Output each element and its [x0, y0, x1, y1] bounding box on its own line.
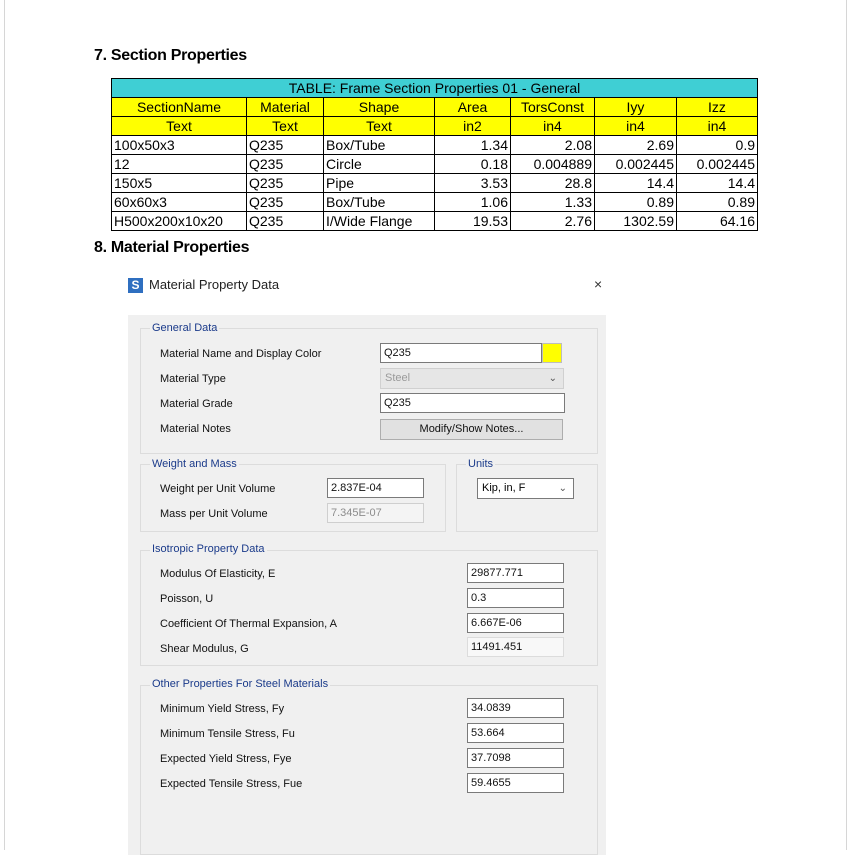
thermal-expansion-input[interactable]: 6.667E-06	[467, 613, 564, 633]
display-color-swatch[interactable]	[542, 343, 562, 363]
table-cell: Q235	[247, 174, 324, 193]
column-unit: Text	[112, 117, 247, 136]
poisson-input[interactable]: 0.3	[467, 588, 564, 608]
table-cell: 2.69	[595, 136, 677, 155]
table-cell: 64.16	[677, 212, 758, 231]
close-icon[interactable]: ×	[594, 276, 603, 292]
table-cell: 1.33	[511, 193, 595, 212]
mass-label: Mass per Unit Volume	[160, 508, 268, 520]
table-title: TABLE: Frame Section Properties 01 - General	[112, 79, 758, 98]
table-cell: Q235	[247, 193, 324, 212]
table-cell: 28.8	[511, 174, 595, 193]
column-header: TorsConst	[511, 98, 595, 117]
material-type-label: Material Type	[160, 373, 226, 385]
chevron-down-icon: ⌄	[558, 483, 567, 494]
column-unit: Text	[247, 117, 324, 136]
table-cell: 12	[112, 155, 247, 174]
table-row	[112, 155, 758, 174]
material-name-label: Material Name and Display Color	[160, 348, 322, 360]
chevron-down-icon: ⌄	[548, 373, 557, 384]
table-cell: Q235	[247, 155, 324, 174]
material-notes-label: Material Notes	[160, 423, 231, 435]
expected-tensile-label: Expected Tensile Stress, Fue	[160, 778, 303, 790]
expected-tensile-input[interactable]: 59.4655	[467, 773, 564, 793]
table-cell: 150x5	[112, 174, 247, 193]
thermal-expansion-label: Coefficient Of Thermal Expansion, A	[160, 618, 337, 630]
isotropic-data-title: Isotropic Property Data	[152, 543, 265, 555]
min-yield-label: Minimum Yield Stress, Fy	[160, 703, 285, 715]
column-header: Izz	[677, 98, 758, 117]
column-header: SectionName	[112, 98, 247, 117]
dialog-title: Material Property Data	[149, 277, 280, 292]
material-grade-input[interactable]: Q235	[380, 393, 565, 413]
table-cell: Circle	[324, 155, 435, 174]
steel-properties-title: Other Properties For Steel Materials	[152, 678, 329, 690]
table-cell: 1.06	[435, 193, 511, 212]
table-cell: 0.004889	[511, 155, 595, 174]
mass-input: 7.345E-07	[327, 503, 424, 523]
dialog-body	[128, 315, 606, 855]
min-tensile-input[interactable]: 53.664	[467, 723, 564, 743]
table-row	[112, 193, 758, 212]
material-properties-heading: 8. Material Properties	[94, 239, 250, 256]
column-unit: in4	[677, 117, 758, 136]
table-cell: 0.002445	[677, 155, 758, 174]
material-name-input[interactable]: Q235	[380, 343, 542, 363]
table-row	[112, 136, 758, 155]
table-cell: Pipe	[324, 174, 435, 193]
expected-yield-input[interactable]: 37.7098	[467, 748, 564, 768]
table-cell: Box/Tube	[324, 136, 435, 155]
table-cell: 0.89	[677, 193, 758, 212]
column-unit: Text	[324, 117, 435, 136]
units-title: Units	[468, 458, 494, 470]
table-cell: 1302.59	[595, 212, 677, 231]
table-cell: 0.002445	[595, 155, 677, 174]
expected-yield-label: Expected Yield Stress, Fye	[160, 753, 292, 765]
table-cell: 1.34	[435, 136, 511, 155]
elasticity-label: Modulus Of Elasticity, E	[160, 568, 276, 580]
table-cell: 0.89	[595, 193, 677, 212]
material-type-value: Steel	[385, 372, 411, 384]
table-cell: 2.08	[511, 136, 595, 155]
table-cell: 19.53	[435, 212, 511, 231]
general-data-title: General Data	[152, 322, 218, 334]
table-cell: Q235	[247, 136, 324, 155]
units-select[interactable]	[477, 478, 574, 499]
table-cell: 0.18	[435, 155, 511, 174]
column-header: Iyy	[595, 98, 677, 117]
table-cell: 14.4	[595, 174, 677, 193]
table-cell: 2.76	[511, 212, 595, 231]
shear-modulus-label: Shear Modulus, G	[160, 643, 249, 655]
table-cell: H500x200x10x20	[112, 212, 247, 231]
table-row	[112, 174, 758, 193]
table-cell: 60x60x3	[112, 193, 247, 212]
table-cell: 100x50x3	[112, 136, 247, 155]
table-cell: 3.53	[435, 174, 511, 193]
column-unit: in4	[595, 117, 677, 136]
min-yield-input[interactable]: 34.0839	[467, 698, 564, 718]
weight-mass-title: Weight and Mass	[152, 458, 237, 470]
elasticity-input[interactable]: 29877.771	[467, 563, 564, 583]
table-cell: 14.4	[677, 174, 758, 193]
table-cell: I/Wide Flange	[324, 212, 435, 231]
app-logo-icon: S	[128, 278, 143, 293]
section-properties-heading: 7. Section Properties	[94, 47, 247, 64]
column-header: Shape	[324, 98, 435, 117]
shear-modulus-input: 11491.451	[467, 637, 564, 657]
column-unit: in2	[435, 117, 511, 136]
column-unit: in4	[511, 117, 595, 136]
material-type-select[interactable]	[380, 368, 564, 389]
weight-input[interactable]: 2.837E-04	[327, 478, 424, 498]
material-grade-label: Material Grade	[160, 398, 233, 410]
table-row	[112, 212, 758, 231]
frame-section-table	[111, 78, 758, 231]
table-cell: 0.9	[677, 136, 758, 155]
material-property-dialog	[122, 268, 612, 850]
column-header: Area	[435, 98, 511, 117]
table-cell: Box/Tube	[324, 193, 435, 212]
poisson-label: Poisson, U	[160, 593, 214, 605]
min-tensile-label: Minimum Tensile Stress, Fu	[160, 728, 295, 740]
column-header: Material	[247, 98, 324, 117]
table-cell: Q235	[247, 212, 324, 231]
modify-notes-button[interactable]: Modify/Show Notes...	[380, 419, 563, 440]
weight-label: Weight per Unit Volume	[160, 483, 276, 495]
units-value: Kip, in, F	[482, 482, 526, 494]
